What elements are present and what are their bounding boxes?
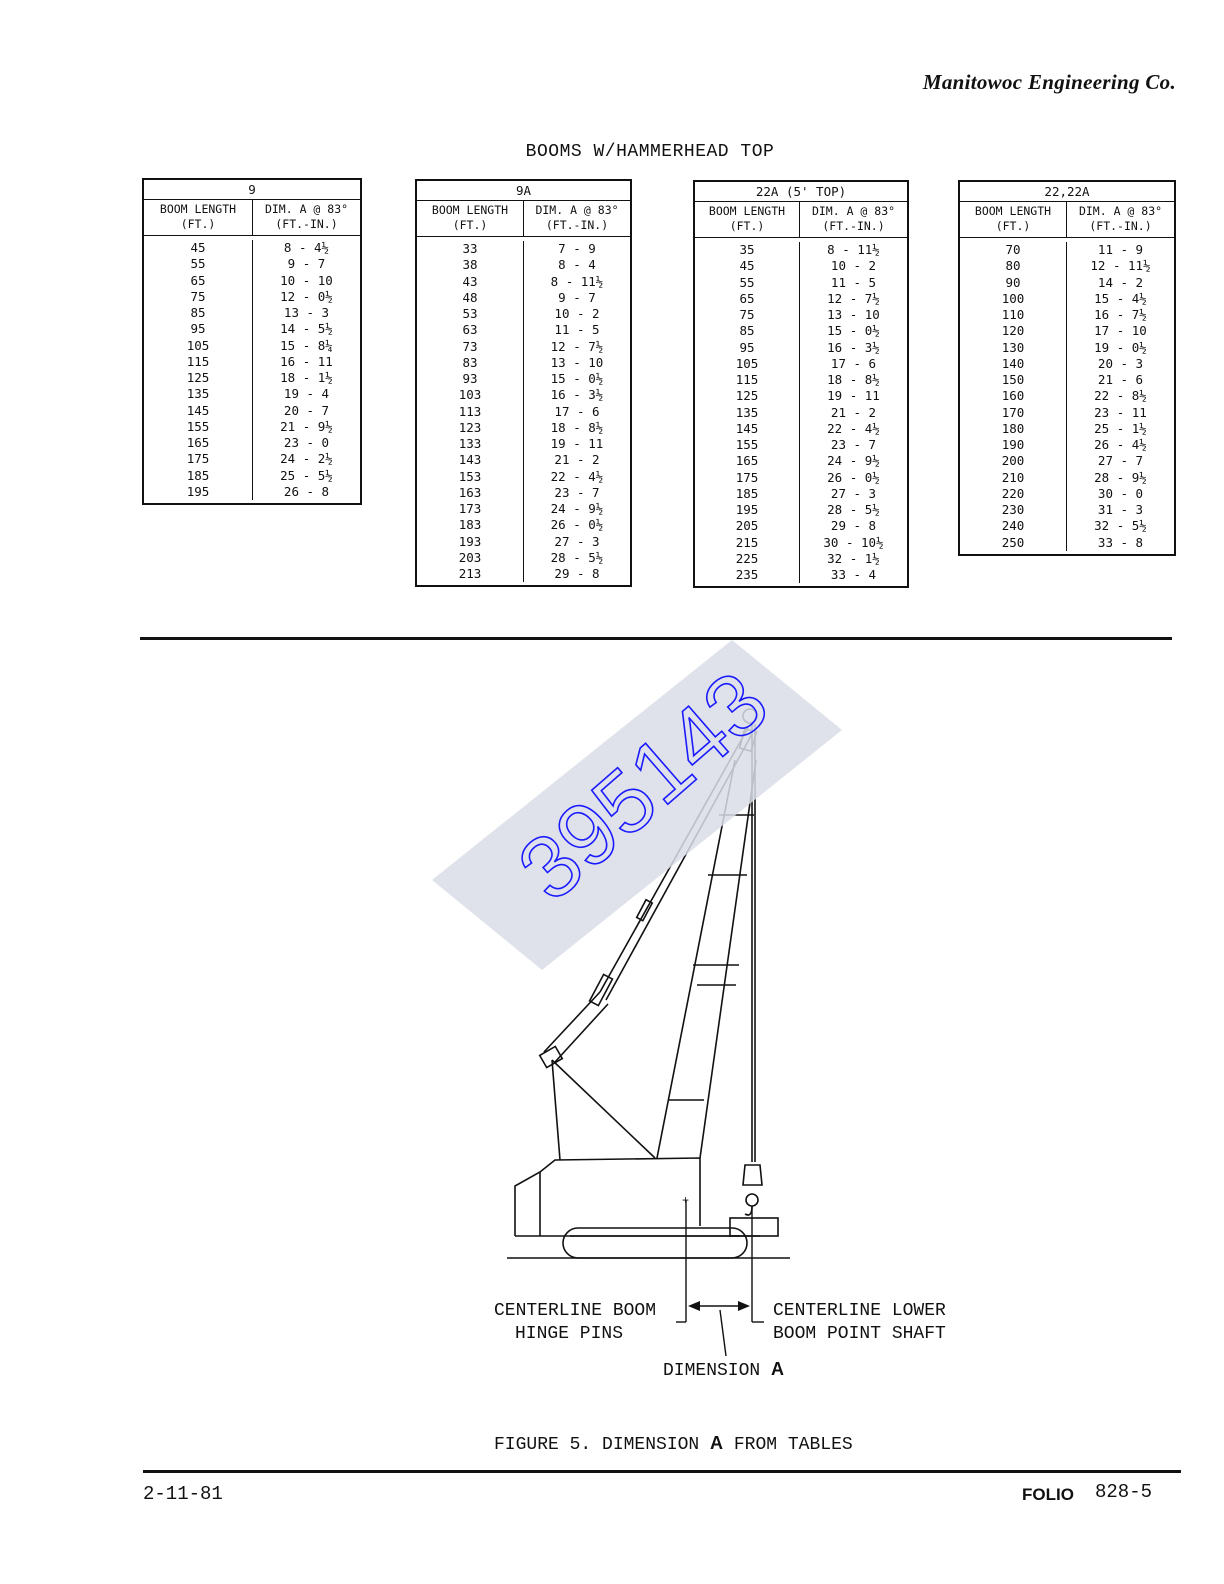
dim-a-cell: 23 - 7: [554, 484, 600, 500]
label-centerline-lower: CENTERLINE LOWER: [773, 1301, 946, 1321]
dim-a-cell: 23 - 7: [830, 437, 877, 452]
boom-length-cell: 153: [458, 468, 482, 484]
caption-letter: A: [710, 1433, 724, 1453]
boom-length-cell: 85: [190, 305, 206, 320]
boom-length-cell: 103: [458, 387, 482, 403]
table-name: 22,22A: [960, 182, 1174, 202]
dim-a-cell: 15 - 4½: [1094, 290, 1147, 306]
dim-a-cell: 16 - 7½: [1094, 307, 1147, 322]
dim-a-cell: 16 - 3½: [827, 339, 880, 355]
boom-length-cell: 115: [735, 372, 759, 387]
dim-a-cell: 26 - 0½: [827, 469, 880, 485]
boom-length-cell: 80: [1005, 258, 1021, 274]
boom-length-cell: 70: [1005, 242, 1021, 257]
section-title: BOOMS W/HAMMERHEAD TOP: [525, 142, 775, 162]
dim-a-cell: 23 - 0: [283, 435, 330, 450]
dimension-letter: A: [771, 1359, 785, 1379]
boom-length-cell: 125: [735, 388, 759, 404]
dim-a-cell: 26 - 8: [283, 483, 330, 499]
dim-a-cell: 11 - 9: [1097, 242, 1144, 257]
header-dim-a: DIM. A @ 83° (FT.-IN.): [1078, 204, 1163, 233]
footer-folio-label: FOLIO: [1022, 1485, 1074, 1504]
boom-length-cell: 113: [458, 403, 482, 419]
header-dim-a: DIM. A @ 83° (FT.-IN.): [264, 202, 349, 231]
dim-a-cell: 13 - 10: [550, 354, 604, 370]
boom-length-cell: 38: [462, 257, 478, 273]
dim-a-cell: 8 - 11½: [827, 242, 880, 257]
dim-a-cell: 23 - 11: [1094, 404, 1147, 420]
boom-length-cell: 55: [190, 256, 206, 272]
boom-length-cell: 140: [1001, 355, 1025, 371]
dim-a-cell: 30 - 0: [1097, 485, 1144, 501]
dim-a-cell: 19 - 11: [550, 436, 604, 451]
boom-length-cell: 170: [1001, 404, 1025, 420]
boom-length-cell: 165: [735, 453, 759, 469]
boom-length-cell: 145: [735, 420, 759, 436]
dim-a-cell: 33 - 4: [830, 567, 877, 582]
dim-a-cell: 22 - 4½: [827, 420, 880, 436]
boom-length-cell: 185: [735, 485, 759, 501]
caption-prefix: FIGURE 5. DIMENSION: [494, 1435, 700, 1455]
dim-a-cell: 28 - 9½: [1094, 469, 1147, 485]
figure-caption: [494, 1433, 853, 1455]
boom-length-cell: 213: [458, 566, 482, 581]
boom-length-cell: 190: [1001, 437, 1025, 452]
header-boom-length: BOOM LENGTH (FT.): [144, 200, 253, 235]
dim-a-cell: 16 - 11: [280, 353, 333, 369]
dim-a-cell: 21 - 6: [1097, 372, 1144, 387]
header-boom-length: BOOM LENGTH (FT.): [695, 202, 800, 237]
footer-folio-number: 828-5: [1095, 1481, 1153, 1503]
boom-length-cell: 143: [458, 452, 482, 468]
boom-length-cell: 175: [735, 469, 759, 485]
boom-length-cell: 85: [739, 323, 755, 339]
boom-length-cell: 33: [462, 241, 478, 256]
dim-a-cell: 8 - 4½: [283, 240, 330, 255]
footer-divider: [143, 1470, 1181, 1473]
dim-a-cell: 12 - 7½: [550, 338, 604, 354]
dim-a-cell: 27 - 3: [554, 533, 600, 549]
boom-length-cell: 135: [186, 386, 210, 402]
dim-a-cell: 24 - 9½: [827, 453, 880, 469]
dim-a-cell: 26 - 0½: [550, 517, 604, 533]
boom-length-cell: 240: [1001, 518, 1025, 534]
boom-length-cell: 155: [186, 418, 210, 434]
dim-a-cell: 14 - 2: [1097, 274, 1144, 290]
caption-suffix: FROM TABLES: [733, 1435, 853, 1455]
boom-length-cell: 95: [190, 321, 206, 337]
dim-a-cell: 18 - 8½: [827, 372, 880, 387]
boom-length-cell: 130: [1001, 339, 1025, 355]
boom-length-cell: 43: [462, 273, 478, 289]
label-dimension-a: [663, 1358, 784, 1383]
dim-a-cell: 19 - 4: [283, 386, 330, 402]
boom-length-cell: 83: [462, 354, 478, 370]
dim-a-cell: 7 - 9: [558, 241, 596, 256]
boom-length-cell: 45: [739, 258, 755, 274]
dim-a-cell: 11 - 5: [554, 322, 600, 338]
dim-a-cell: 18 - 1½: [280, 370, 333, 385]
boom-length-cell: 65: [190, 272, 206, 288]
boom-length-cell: 175: [186, 451, 210, 467]
dim-a-cell: 28 - 5½: [550, 549, 604, 565]
boom-length-cell: 183: [458, 517, 482, 533]
dim-a-cell: 20 - 3: [1097, 355, 1144, 371]
boom-length-cell: 165: [186, 435, 210, 450]
svg-text:+: +: [682, 1193, 690, 1207]
dim-a-cell: 21 - 2: [830, 404, 877, 420]
dim-a-cell: 28 - 5½: [827, 502, 880, 517]
boom-length-cell: 195: [186, 483, 210, 499]
header-boom-length: BOOM LENGTH (FT.): [960, 202, 1067, 237]
dim-a-cell: 14 - 5½: [280, 321, 333, 337]
boom-length-cell: 115: [186, 353, 210, 369]
boom-length-cell: 120: [1001, 323, 1025, 339]
boom-length-cell: 163: [458, 484, 482, 500]
dim-a-cell: 15 - 0½: [550, 371, 604, 386]
boom-length-cell: 195: [735, 502, 759, 517]
boom-length-cell: 150: [1001, 372, 1025, 387]
dim-a-cell: 17 - 10: [1094, 323, 1147, 339]
boom-length-cell: 225: [735, 550, 759, 566]
boom-length-cell: 200: [1001, 453, 1025, 469]
dimension-word: DIMENSION: [663, 1361, 761, 1381]
dim-a-cell: 16 - 3½: [550, 387, 604, 403]
dim-a-cell: 9 - 7: [287, 256, 326, 272]
dim-a-cell: 30 - 10½: [823, 534, 884, 550]
boom-length-cell: 110: [1001, 307, 1025, 322]
boom-length-cell: 205: [735, 518, 759, 534]
boom-length-cell: 35: [739, 242, 755, 257]
dim-a-cell: 12 - 0½: [280, 288, 333, 304]
boom-length-cell: 210: [1001, 469, 1025, 485]
watermark-stamp: [432, 640, 842, 970]
dim-a-cell: 11 - 5: [830, 274, 877, 290]
boom-length-cell: 160: [1001, 388, 1025, 404]
dim-a-cell: 17 - 6: [554, 403, 600, 419]
dim-a-cell: 18 - 8½: [550, 419, 604, 435]
boom-length-cell: 63: [462, 322, 478, 338]
dim-a-cell: 12 - 11½: [1090, 258, 1151, 274]
dim-a-cell: 29 - 8: [830, 518, 877, 534]
table-name: 9: [144, 180, 360, 200]
boom-length-cell: 75: [739, 307, 755, 322]
dim-a-cell: 9 - 7: [558, 289, 596, 305]
boom-length-cell: 93: [462, 371, 478, 386]
dim-a-cell: 22 - 8½: [1094, 388, 1147, 404]
label-centerline-boom: CENTERLINE BOOM: [494, 1301, 657, 1321]
boom-length-cell: 133: [458, 436, 482, 451]
header-boom-length: BOOM LENGTH (FT.): [417, 201, 524, 236]
boom-length-cell: 75: [190, 288, 206, 304]
dim-a-cell: 21 - 2: [554, 452, 600, 468]
dim-a-cell: 20 - 7: [283, 402, 330, 418]
dim-a-cell: 13 - 10: [827, 307, 880, 322]
boom-length-cell: 125: [186, 370, 210, 385]
dim-a-cell: 33 - 8: [1097, 534, 1144, 550]
boom-length-cell: 135: [735, 404, 759, 420]
watermark-text: 395143: [499, 651, 787, 920]
boom-length-cell: 48: [462, 289, 478, 305]
boom-length-cell: 235: [735, 567, 759, 582]
dim-a-cell: 17 - 6: [830, 355, 877, 371]
dim-a-cell: 27 - 7: [1097, 453, 1144, 469]
boom-length-cell: 90: [1005, 274, 1021, 290]
dim-a-cell: 12 - 7½: [827, 290, 880, 306]
dim-a-cell: 29 - 8: [554, 566, 600, 581]
boom-length-cell: 173: [458, 501, 482, 516]
boom-length-cell: 123: [458, 419, 482, 435]
boom-length-cell: 145: [186, 402, 210, 418]
dim-a-cell: 32 - 1½: [827, 550, 880, 566]
header-dim-a: DIM. A @ 83° (FT.-IN.): [535, 203, 619, 232]
dim-a-cell: 25 - 1½: [1094, 420, 1147, 436]
boom-length-cell: 203: [458, 549, 482, 565]
boom-length-cell: 65: [739, 290, 755, 306]
boom-length-cell: 193: [458, 533, 482, 549]
boom-length-cell: 215: [735, 534, 759, 550]
company-name: Manitowoc Engineering Co.: [922, 70, 1176, 94]
dim-a-cell: 10 - 2: [830, 258, 877, 274]
boom-length-cell: 185: [186, 467, 210, 483]
dim-a-cell: 27 - 3: [830, 485, 877, 501]
dim-a-cell: 10 - 2: [554, 306, 600, 321]
label-boom-point-shaft: BOOM POINT SHAFT: [773, 1324, 946, 1344]
dim-a-cell: 15 - 0½: [827, 323, 880, 339]
boom-length-cell: 95: [739, 339, 755, 355]
dim-a-cell: 24 - 2½: [280, 451, 333, 467]
boom-length-cell: 53: [462, 306, 478, 321]
boom-length-cell: 230: [1001, 502, 1025, 517]
dim-a-cell: 31 - 3: [1097, 502, 1144, 517]
dim-a-cell: 32 - 5½: [1094, 518, 1147, 534]
boom-length-cell: 105: [735, 355, 759, 371]
dim-a-cell: 24 - 9½: [550, 501, 604, 516]
dim-a-cell: 21 - 9½: [280, 418, 333, 434]
footer-date: 2-11-81: [143, 1483, 223, 1505]
boom-length-cell: 55: [739, 274, 755, 290]
table-name: 22A (5' TOP): [695, 182, 907, 202]
boom-length-cell: 105: [186, 337, 210, 353]
header-dim-a: DIM. A @ 83° (FT.-IN.): [811, 204, 896, 233]
dim-a-cell: 8 - 4: [558, 257, 596, 273]
dim-a-cell: 19 - 0½: [1094, 339, 1147, 355]
dim-a-cell: 15 - 8¼: [280, 337, 333, 353]
dim-a-cell: 22 - 4½: [550, 468, 604, 484]
boom-length-cell: 100: [1001, 290, 1025, 306]
boom-length-cell: 180: [1001, 420, 1025, 436]
boom-length-cell: 220: [1001, 485, 1025, 501]
label-hinge-pins: HINGE PINS: [515, 1324, 624, 1344]
dim-a-cell: 13 - 3: [283, 305, 330, 320]
boom-length-cell: 45: [190, 240, 206, 255]
boom-length-cell: 73: [462, 338, 478, 354]
dim-a-cell: 10 - 10: [280, 272, 333, 288]
boom-length-cell: 250: [1001, 534, 1025, 550]
dim-a-cell: 8 - 11½: [550, 273, 604, 289]
dim-a-cell: 25 - 5½: [280, 467, 333, 483]
dim-a-cell: 19 - 11: [827, 388, 880, 404]
table-name: 9A: [417, 181, 630, 201]
boom-length-cell: 155: [735, 437, 759, 452]
dim-a-cell: 26 - 4½: [1094, 437, 1147, 452]
